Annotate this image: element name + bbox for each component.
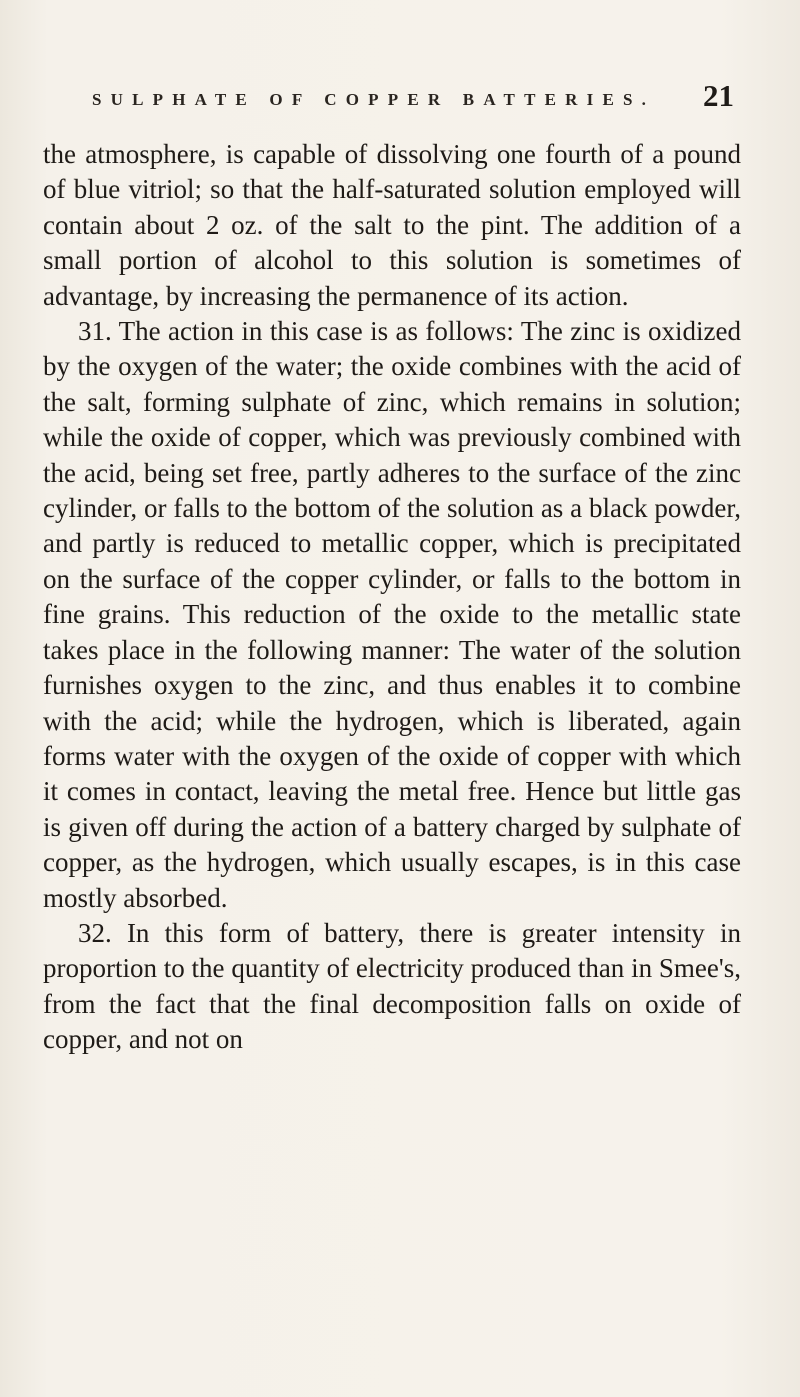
paragraph-section-32: 32. In this form of battery, there is greater intensity in proportion to the quantity of electricity produced than in Smee's, from the fact that the final decomposition falls on oxide of copper, and not on xyxy=(43,917,741,1055)
paragraph-continuation: the atmosphere, is capable of dissolving one fourth of a pound of blue vitriol; so that the half-saturated solution employed will contain about 2 oz. of the salt to the pint. The addition of a small portion of alcohol to this solution is sometimes of advantage, by increasing the permanence of its action. xyxy=(43,139,741,311)
body-text xyxy=(43,137,741,1058)
running-title: SULPHATE OF COPPER BATTERIES. xyxy=(92,90,656,109)
page-number: 21 xyxy=(703,78,734,113)
page-header xyxy=(92,78,734,124)
paragraph-section-31: 31. The action in this case is as follows: The zinc is oxidized by the oxygen of the water; the oxide combines with the acid of the salt, forming sulphate of zinc, which remains in solution; while the oxide of copper, which was previously combined with the acid, being set free, partly adheres to the surface of the zinc cylinder, or falls to the bottom of the solution as a black powder, and partly is reduced to metallic copper, which is precipitated on the surface of the copper cylinder, or falls to the bottom in fine grains. This reduction of the oxide to the metallic state takes place in the following manner: The water of the solution furnishes oxygen to the zinc, and thus enables it to combine with the acid; while the hydrogen, which is liberated, again forms water with the oxygen of the oxide of copper with which it comes in contact, leaving the metal free. Hence but little gas is given off during the action of a battery charged by sulphate of copper, as the hydrogen, which usually escapes, is in this case mostly absorbed. xyxy=(43,316,741,913)
